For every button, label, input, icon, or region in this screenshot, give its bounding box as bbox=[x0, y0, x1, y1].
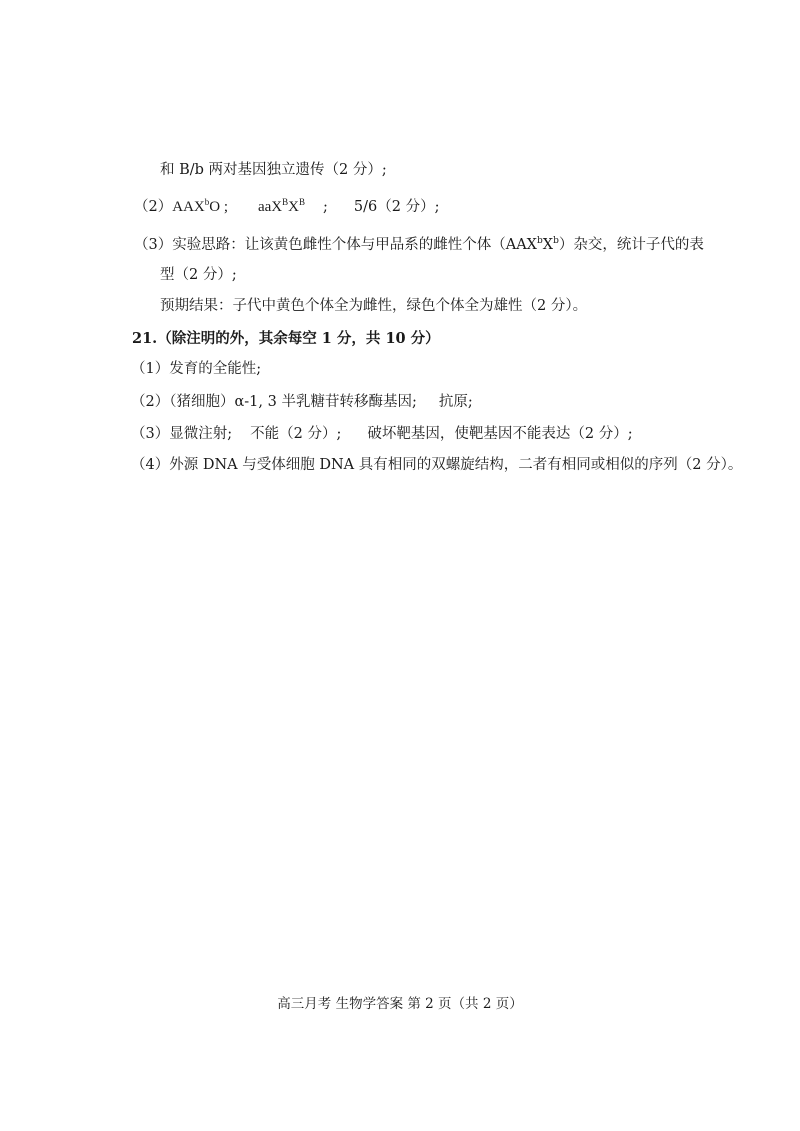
q21-heading: 21.（除注明的外，其余每空 1 分，共 10 分） bbox=[132, 330, 440, 347]
q20-part2 bbox=[134, 197, 439, 217]
q21-answer-1: （1）发育的全能性; bbox=[131, 361, 262, 377]
page-footer: 高三月考 生物学答案 第 2 页（共 2 页） bbox=[277, 996, 523, 1012]
genotype-2: $aaX^BX^B$ bbox=[257, 197, 306, 215]
q20-part3-continuation: 型（2 分）; bbox=[160, 267, 237, 283]
genotype-1: AAX$^b$O ; bbox=[172, 197, 228, 215]
q20-continuation: 和 B/b 两对基因独立遗传（2 分）; bbox=[160, 162, 387, 178]
q21-answer-3: （3）显微注射; 不能（2 分）; 破坏靶基因，使靶基因不能表达（2 分）; bbox=[131, 426, 633, 442]
q21-answer-4: （4）外源 DNA 与受体细胞 DNA 具有相同的双螺旋结构，二者有相同或相似的序列（2 分）。 bbox=[131, 457, 743, 473]
probability-answer: 5/6（2 分）; bbox=[353, 199, 440, 215]
q20-expected-result: 预期结果：子代中黄色个体全为雌性，绿色个体全为雄性（2 分）。 bbox=[160, 298, 588, 314]
q21-answer-2: （2）（猪细胞）α-1, 3 半乳糖苷转移酶基因; 抗原; bbox=[131, 394, 473, 410]
separator: ; bbox=[323, 199, 328, 215]
q20-part3: （3）实验思路：让该黄色雌性个体与甲品系的雌性个体$(AAX^bX^b)$杂交，统计子代的表 bbox=[134, 236, 704, 253]
part-number: （3） bbox=[134, 237, 173, 253]
part-number: （2） bbox=[134, 199, 173, 215]
